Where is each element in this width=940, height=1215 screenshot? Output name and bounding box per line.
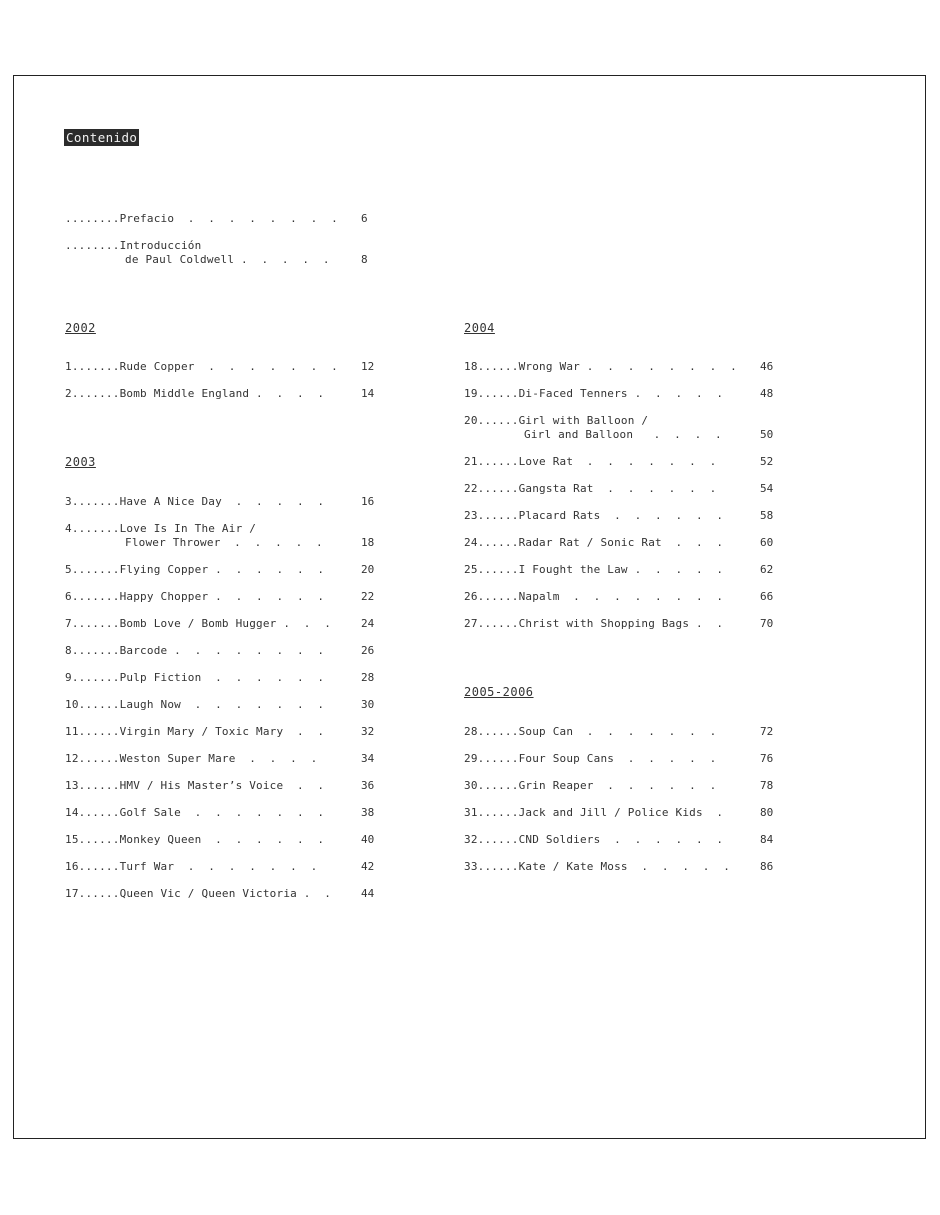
entry-title: 28......Soup Can . . . . . . . [464,725,717,738]
entry-title: 5.......Flying Copper . . . . . . [65,563,325,576]
toc-entry [65,725,324,739]
toc-entry [65,360,338,374]
entry-title: 7.......Bomb Love / Bomb Hugger . . . [65,617,332,630]
page-number: 28 [361,671,375,684]
section-heading: 2004 [464,321,495,335]
toc-entry [464,536,723,550]
entry-title: 30......Grin Reaper . . . . . . [464,779,717,792]
toc-entry [464,455,716,469]
toc-entry [464,833,723,847]
page-number: 18 [361,536,375,549]
entry-title: 32......CND Soldiers . . . . . . [464,833,724,846]
entry-title: 33......Kate / Kate Moss . . . . . [464,860,731,873]
entry-title: 19......Di-Faced Tenners . . . . . [464,387,724,400]
toc-entry [464,414,722,442]
toc-entry [464,387,723,401]
toc-entry [65,752,317,766]
entry-title: 21......Love Rat . . . . . . . [464,455,717,468]
page-number: 78 [760,779,774,792]
toc-entry [65,860,317,874]
page-number: 54 [760,482,774,495]
toc-entry [464,806,723,820]
toc-entry [65,212,338,226]
toc-entry [65,522,323,550]
page-number: 76 [760,752,774,765]
page-number: 22 [361,590,375,603]
toc-entry [65,617,331,631]
entry-title: 6.......Happy Chopper . . . . . . [65,590,325,603]
page-title: Contenido [66,130,138,145]
toc-entry [65,239,330,267]
page-number: 12 [361,360,375,373]
page-number: 30 [361,698,375,711]
page-number: 62 [760,563,774,576]
toc-entry [464,860,730,874]
toc-entry [464,779,716,793]
page-number: 50 [760,428,774,441]
toc-entry [65,671,324,685]
entry-title: 2.......Bomb Middle England . . . . [65,387,325,400]
page-number: 52 [760,455,774,468]
toc-entry [65,387,324,401]
toc-entry [65,644,324,658]
entry-title: 1.......Rude Copper . . . . . . . [65,360,338,373]
entry-title-continued: de Paul Coldwell . . . . . [125,253,330,266]
toc-entry [464,482,716,496]
toc-entry [65,590,324,604]
page-number: 72 [760,725,774,738]
page-number: 60 [760,536,774,549]
toc-entry [464,617,723,631]
entry-title: 26......Napalm . . . . . . . . [464,590,724,603]
entry-title: 3.......Have A Nice Day . . . . . [65,495,325,508]
entry-title: ........Prefacio . . . . . . . . [65,212,338,225]
page-number: 8 [361,253,368,266]
page-number: 6 [361,212,368,225]
page-number: 14 [361,387,375,400]
page-number: 32 [361,725,375,738]
entry-title-continued: Flower Thrower . . . . . [125,536,323,549]
entry-title: 17......Queen Vic / Queen Victoria . . [65,887,332,900]
page-number: 36 [361,779,375,792]
toc-entry [464,725,716,739]
entry-title: 4.......Love Is In The Air / [65,522,257,535]
entry-title: 11......Virgin Mary / Toxic Mary . . [65,725,325,738]
entry-title: 27......Christ with Shopping Bags . . [464,617,724,630]
entry-title: 22......Gangsta Rat . . . . . . [464,482,717,495]
page-number: 38 [361,806,375,819]
toc-entry [464,752,716,766]
page-number: 44 [361,887,375,900]
entry-title: 23......Placard Rats . . . . . . [464,509,724,522]
page-number: 42 [361,860,375,873]
toc-entry [464,563,723,577]
page-number: 48 [760,387,774,400]
entry-title: 13......HMV / His Master’s Voice . . [65,779,325,792]
page-number: 80 [760,806,774,819]
entry-title-continued: Girl and Balloon . . . . [524,428,722,441]
toc-entry [464,590,723,604]
toc-entry [464,509,723,523]
page-frame [13,75,926,1139]
page-number: 70 [760,617,774,630]
page-number: 58 [760,509,774,522]
page-number: 26 [361,644,375,657]
entry-title: 24......Radar Rat / Sonic Rat . . . [464,536,724,549]
toc-entry [65,887,331,901]
section-heading: 2003 [65,455,96,469]
entry-title: 31......Jack and Jill / Police Kids . [464,806,724,819]
section-heading: 2002 [65,321,96,335]
page-number: 46 [760,360,774,373]
page-number: 34 [361,752,375,765]
entry-title: 20......Girl with Balloon / [464,414,649,427]
entry-title: 16......Turf War . . . . . . . [65,860,318,873]
page-number: 20 [361,563,375,576]
entry-title: 8.......Barcode . . . . . . . . [65,644,325,657]
page-number: 16 [361,495,375,508]
page-number: 24 [361,617,375,630]
toc-entry [65,833,324,847]
toc-entry [65,779,324,793]
page-number: 66 [760,590,774,603]
toc-entry [65,698,324,712]
page-number: 86 [760,860,774,873]
entry-title: 9.......Pulp Fiction . . . . . . [65,671,325,684]
entry-title: 18......Wrong War . . . . . . . . [464,360,737,373]
toc-entry [464,360,737,374]
entry-title: 29......Four Soup Cans . . . . . [464,752,717,765]
toc-entry [65,563,324,577]
page-number: 40 [361,833,375,846]
entry-title: 25......I Fought the Law . . . . . [464,563,724,576]
entry-title: 10......Laugh Now . . . . . . . [65,698,325,711]
toc-entry [65,806,324,820]
entry-title: 14......Golf Sale . . . . . . . [65,806,325,819]
entry-title: ........Introducción [65,239,202,252]
page-number: 84 [760,833,774,846]
entry-title: 12......Weston Super Mare . . . . [65,752,318,765]
toc-entry [65,495,324,509]
entry-title: 15......Monkey Queen . . . . . . [65,833,325,846]
section-heading: 2005-2006 [464,685,534,699]
